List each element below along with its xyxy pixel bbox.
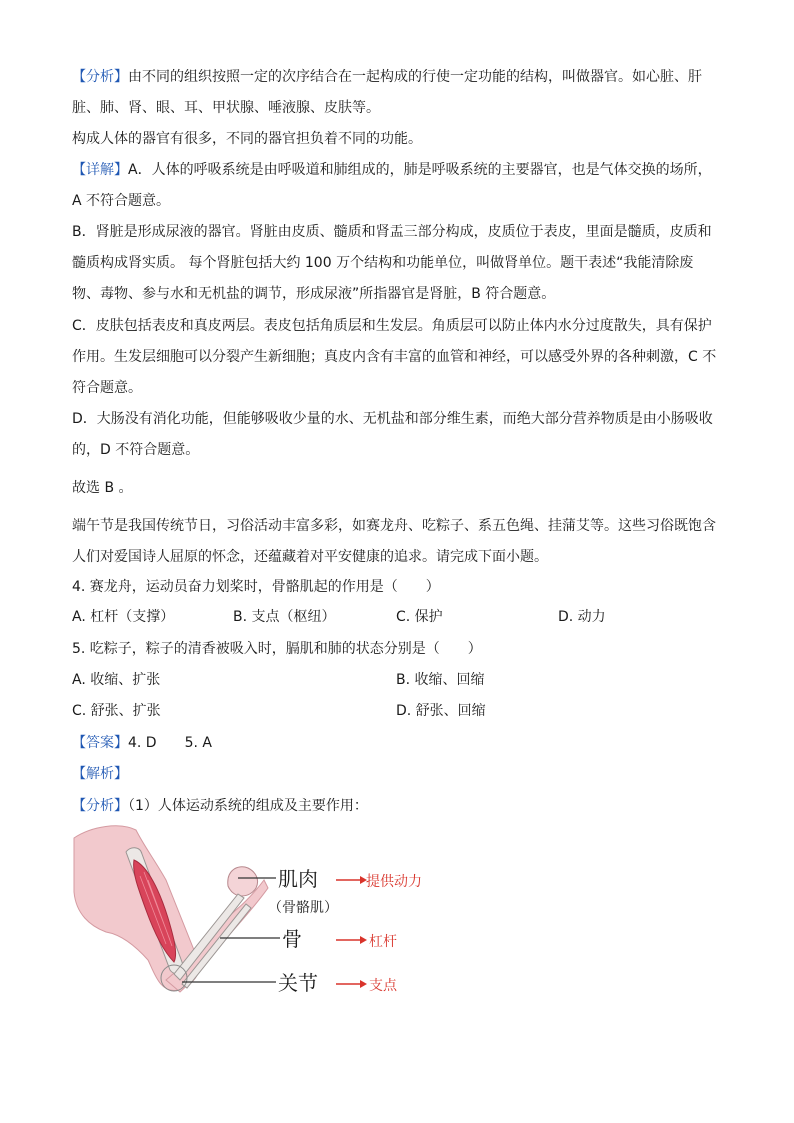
q5-option-d: D. 舒张、回缩 <box>396 703 486 719</box>
answer-text: 4. D 5. A <box>128 735 212 751</box>
answer-tag: 【答案】 <box>72 735 128 751</box>
role-muscle-label: 提供动力 <box>366 873 422 889</box>
role-arrows <box>336 876 367 988</box>
analysis2-line: 【分析】（1）人体运动系统的组成及主要作用： <box>72 798 368 814</box>
question-4-stem: 4. 赛龙舟，运动员奋力划桨时，骨骼肌起的作用是（ ） <box>72 579 440 595</box>
arm-illustration <box>74 826 268 992</box>
detail-c-line-1: C．皮肤包括表皮和真皮两层。表皮包括角质层和生发层。角质层可以防止体内水分过度散失，具有保护 <box>72 318 712 334</box>
role-joint-label: 支点 <box>369 977 397 993</box>
q4-option-c: C. 保护 <box>396 609 443 625</box>
detail-conclusion: 故选 B 。 <box>72 480 133 496</box>
explain-tag: 【解析】 <box>72 766 128 782</box>
role-bone-label: 杠杆 <box>369 933 397 949</box>
analysis-line-2: 脏、肺、肾、眼、耳、甲状腺、唾液腺、皮肤等。 <box>72 100 380 116</box>
detail-a-line-2: A 不符合题意。 <box>72 193 171 209</box>
bone-arrow-head <box>360 936 367 944</box>
detail-c-line-2: 作用。生发层细胞可以分裂产生新细胞；真皮内含有丰富的血管和神经，可以感受外界的各种刺激，C 不 <box>72 349 717 365</box>
fist <box>228 867 258 896</box>
answer-line <box>72 733 722 753</box>
q5-option-a: A. 收缩、扩张 <box>72 672 161 688</box>
joint-label: 关节 <box>278 973 318 995</box>
question-5-stem: 5. 吃粽子，粽子的清香被吸入时，膈肌和肺的状态分别是（ ） <box>72 641 482 657</box>
q4-option-a: A. 杠杆（支撑） <box>72 609 175 625</box>
detail-c-line-3: 符合题意。 <box>72 380 142 396</box>
detail-d-line-1: D．大肠没有消化功能，但能够吸收少量的水、无机盐和部分维生素，而绝大部分营养物质是由小肠吸收 <box>72 411 713 427</box>
detail-d-line-2: 的，D 不符合题意。 <box>72 442 200 458</box>
passage-line-1: 端午节是我国传统节日，习俗活动丰富多彩，如赛龙舟、吃粽子、系五色绳、挂蒲艾等。这些习俗既饱含 <box>72 518 716 534</box>
q4-option-d: D. 动力 <box>558 609 606 625</box>
detail-b-line-2: 髓质构成肾实质。 每个肾脏包括大约 100 万个结构和功能单位，叫做肾单位。题干表述“我能清除废 <box>72 255 694 271</box>
analysis-line-3: 构成人体的器官有很多，不同的器官担负着不同的功能。 <box>72 131 422 147</box>
analysis-tag: 【分析】 <box>72 69 128 85</box>
detail-b-line-1: B．肾脏是形成尿液的器官。肾脏由皮质、髓质和肾盂三部分构成，皮质位于表皮，里面是髓质，皮质和 <box>72 224 712 240</box>
muscle-label: 肌肉 <box>278 869 318 891</box>
bone-label: 骨 <box>282 929 302 951</box>
analysis2-tag: 【分析】 <box>72 798 128 814</box>
passage-line-2: 人们对爱国诗人屈原的怀念，还蕴藏着对平安健康的追求。请完成下面小题。 <box>72 549 548 565</box>
detail-b-line-3: 物、毒物、参与水和无机盐的调节，形成尿液”所指器官是肾脏，B 符合题意。 <box>72 286 556 302</box>
muscle-sub-label: （骨骼肌） <box>268 899 338 915</box>
q4-option-b: B. 支点（枢纽） <box>233 609 336 625</box>
q5-option-b: B. 收缩、回缩 <box>396 672 485 688</box>
joint-arrow-head <box>360 980 367 988</box>
arm-motion-figure <box>70 822 430 1012</box>
detail-tag: 【详解】 <box>72 162 128 178</box>
detail-a-line-1: 【详解】A．人体的呼吸系统是由呼吸道和肺组成的，肺是呼吸系统的主要器官，也是气体交换的场所， <box>72 162 712 178</box>
q5-option-c: C. 舒张、扩张 <box>72 703 161 719</box>
explain-line <box>72 764 722 784</box>
analysis-line-1: 【分析】由不同的组织按照一定的次序结合在一起构成的行使一定功能的结构，叫做器官。如心脏、肝 <box>72 69 702 85</box>
